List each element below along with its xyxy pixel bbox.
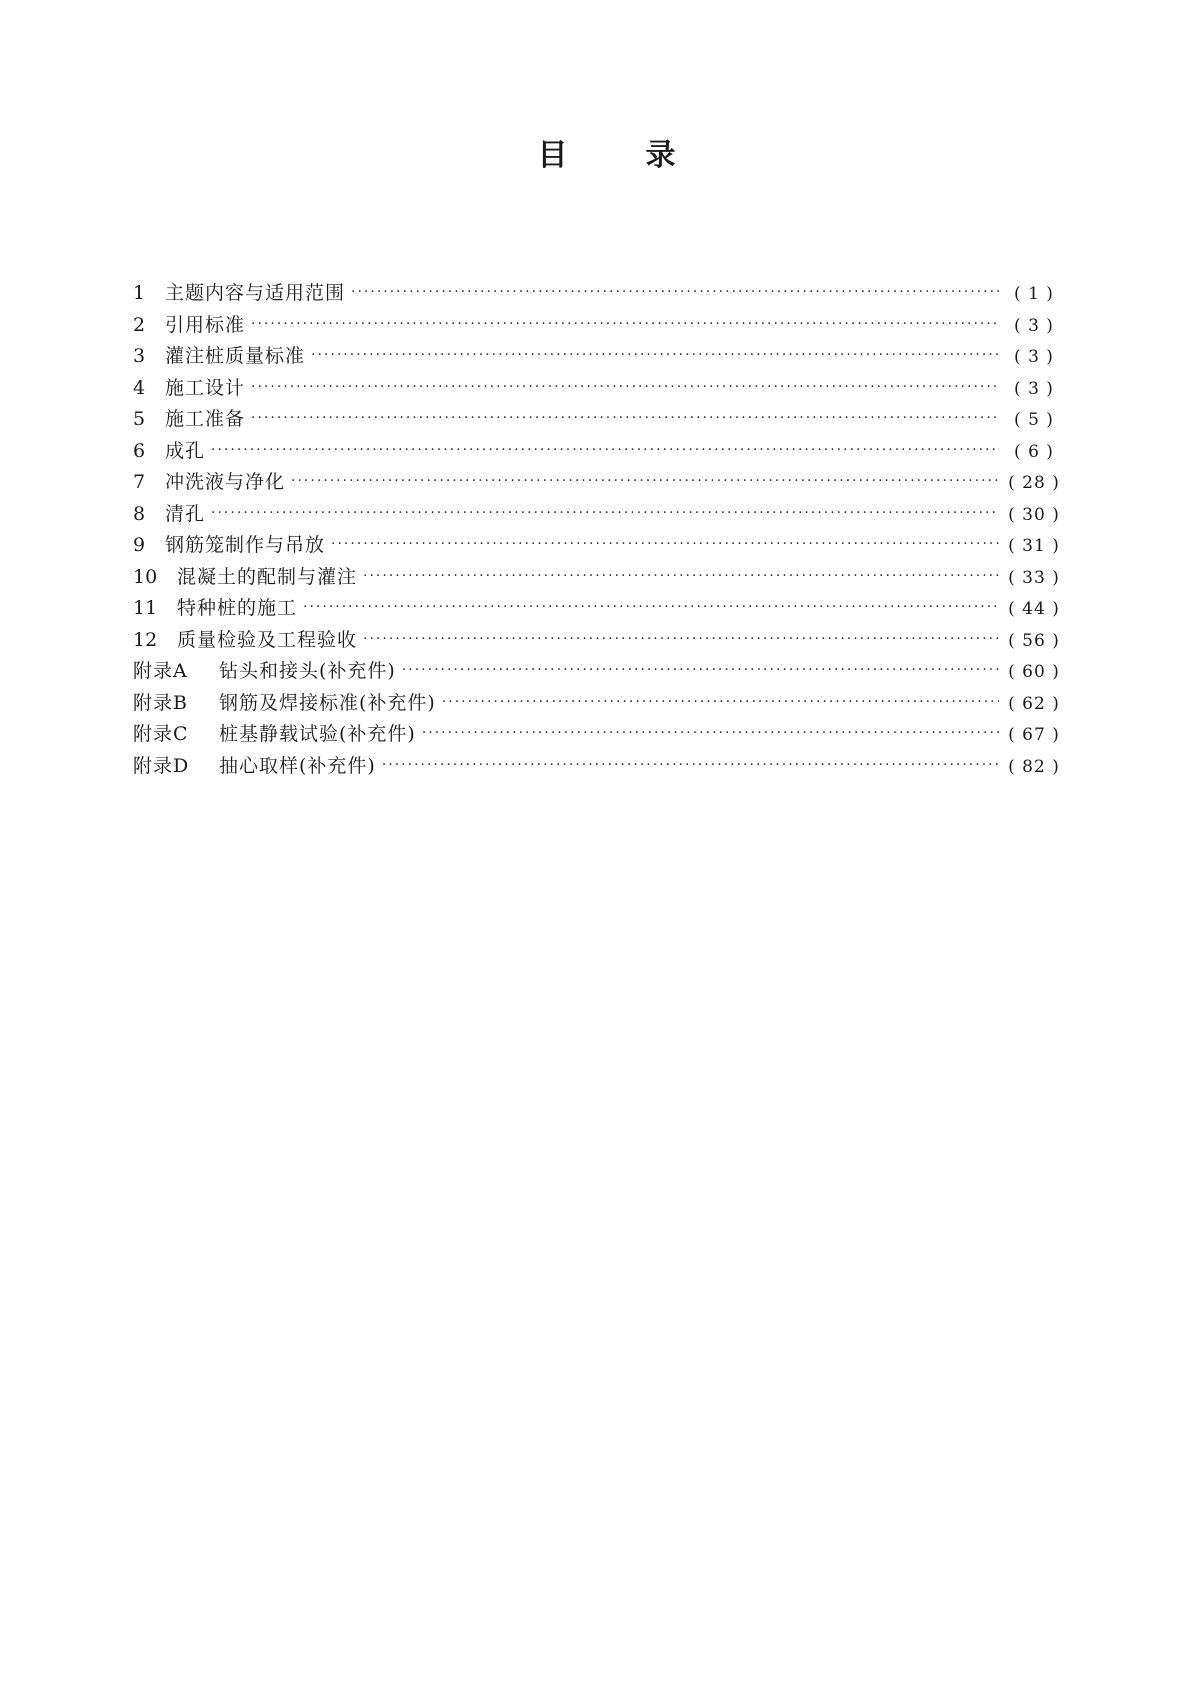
- entry-number: 附录A: [133, 660, 188, 682]
- dot-leader: [363, 561, 999, 593]
- entry-title: 施工设计: [165, 376, 246, 399]
- entry-page: ( 82 ): [1008, 756, 1060, 777]
- entry-page: ( 31 ): [1008, 536, 1060, 556]
- entry-page: ( 60 ): [1008, 662, 1060, 682]
- entry-page: ( 3 ): [1014, 315, 1054, 336]
- entry-title: 桩基静载试验(补充件): [219, 723, 416, 745]
- entry-number: 11: [133, 597, 158, 619]
- dot-leader: [351, 277, 999, 309]
- entry-number: 4: [133, 376, 146, 399]
- dot-leader: [363, 624, 999, 656]
- entry-number: 附录C: [133, 723, 189, 745]
- title-char-1: 目: [537, 138, 568, 173]
- entry-title: 清孔: [165, 502, 206, 525]
- entry-page: ( 56 ): [1008, 630, 1060, 651]
- toc-entry[interactable]: [133, 593, 1063, 625]
- toc-entry[interactable]: [133, 278, 1063, 310]
- entry-number: 8: [133, 502, 146, 525]
- toc-entry[interactable]: [133, 656, 1063, 688]
- entry-number: 5: [133, 408, 146, 430]
- toc-entry[interactable]: [133, 530, 1063, 562]
- dot-leader: [251, 403, 999, 435]
- toc-entry[interactable]: [133, 310, 1063, 342]
- dot-leader: [442, 687, 999, 719]
- entry-page: ( 3 ): [1014, 347, 1054, 367]
- entry-title: 混凝土的配制与灌注: [177, 565, 358, 588]
- entry-page: ( 3 ): [1014, 378, 1054, 399]
- entry-number: 6: [133, 439, 146, 462]
- entry-title: 钢筋笼制作与吊放: [165, 534, 326, 556]
- entry-title: 主题内容与适用范围: [165, 282, 346, 304]
- toc-entry[interactable]: [133, 625, 1063, 657]
- dot-leader: [422, 718, 999, 750]
- entry-page: ( 30 ): [1008, 504, 1060, 525]
- toc-entry[interactable]: [133, 719, 1063, 751]
- entry-page: ( 6 ): [1014, 441, 1054, 462]
- entry-title: 抽心取样(补充件): [219, 754, 376, 777]
- toc-entry[interactable]: [133, 499, 1063, 531]
- entry-number: 7: [133, 471, 146, 493]
- entry-title: 特种桩的施工: [177, 597, 298, 619]
- dot-leader: [291, 466, 999, 498]
- entry-title: 钢筋及焊接标准(补充件): [219, 691, 436, 714]
- dot-leader: [303, 592, 999, 624]
- entry-title: 成孔: [165, 439, 206, 462]
- toc-entry[interactable]: [133, 751, 1063, 783]
- toc-entry[interactable]: [133, 688, 1063, 720]
- dot-leader: [402, 655, 999, 687]
- entry-page: ( 44 ): [1008, 599, 1060, 619]
- dot-leader: [251, 309, 999, 341]
- entry-page: ( 62 ): [1008, 693, 1060, 714]
- entry-number: 附录D: [133, 754, 190, 777]
- entry-title: 施工准备: [165, 408, 246, 430]
- dot-leader: [211, 435, 999, 467]
- dot-leader: [331, 529, 999, 561]
- table-of-contents: [133, 278, 1063, 782]
- toc-entry[interactable]: [133, 341, 1063, 373]
- toc-entry[interactable]: [133, 436, 1063, 468]
- entry-number: 10: [133, 565, 158, 588]
- entry-number: 附录B: [133, 691, 188, 714]
- entry-title: 灌注桩质量标准: [165, 345, 306, 367]
- entry-title: 质量检验及工程验收: [177, 628, 358, 651]
- dot-leader: [211, 498, 999, 530]
- entry-page: ( 5 ): [1014, 410, 1054, 430]
- entry-number: 2: [133, 313, 146, 336]
- entry-number: 3: [133, 345, 146, 367]
- title-char-2: 录: [645, 138, 676, 173]
- dot-leader: [251, 372, 999, 404]
- entry-number: 9: [133, 534, 146, 556]
- entry-page: ( 1 ): [1014, 284, 1054, 304]
- entry-page: ( 67 ): [1008, 725, 1060, 745]
- entry-title: 冲洗液与净化: [165, 471, 286, 493]
- dot-leader: [382, 750, 999, 782]
- entry-page: ( 33 ): [1008, 567, 1060, 588]
- toc-entry[interactable]: [133, 467, 1063, 499]
- page-title: [0, 136, 1191, 176]
- toc-entry[interactable]: [133, 404, 1063, 436]
- entry-title: 钻头和接头(补充件): [219, 660, 396, 682]
- toc-entry[interactable]: [133, 373, 1063, 405]
- entry-number: 1: [133, 282, 146, 304]
- entry-title: 引用标准: [165, 313, 246, 336]
- dot-leader: [311, 340, 999, 372]
- entry-number: 12: [133, 628, 158, 651]
- toc-entry[interactable]: [133, 562, 1063, 594]
- entry-page: ( 28 ): [1008, 473, 1060, 493]
